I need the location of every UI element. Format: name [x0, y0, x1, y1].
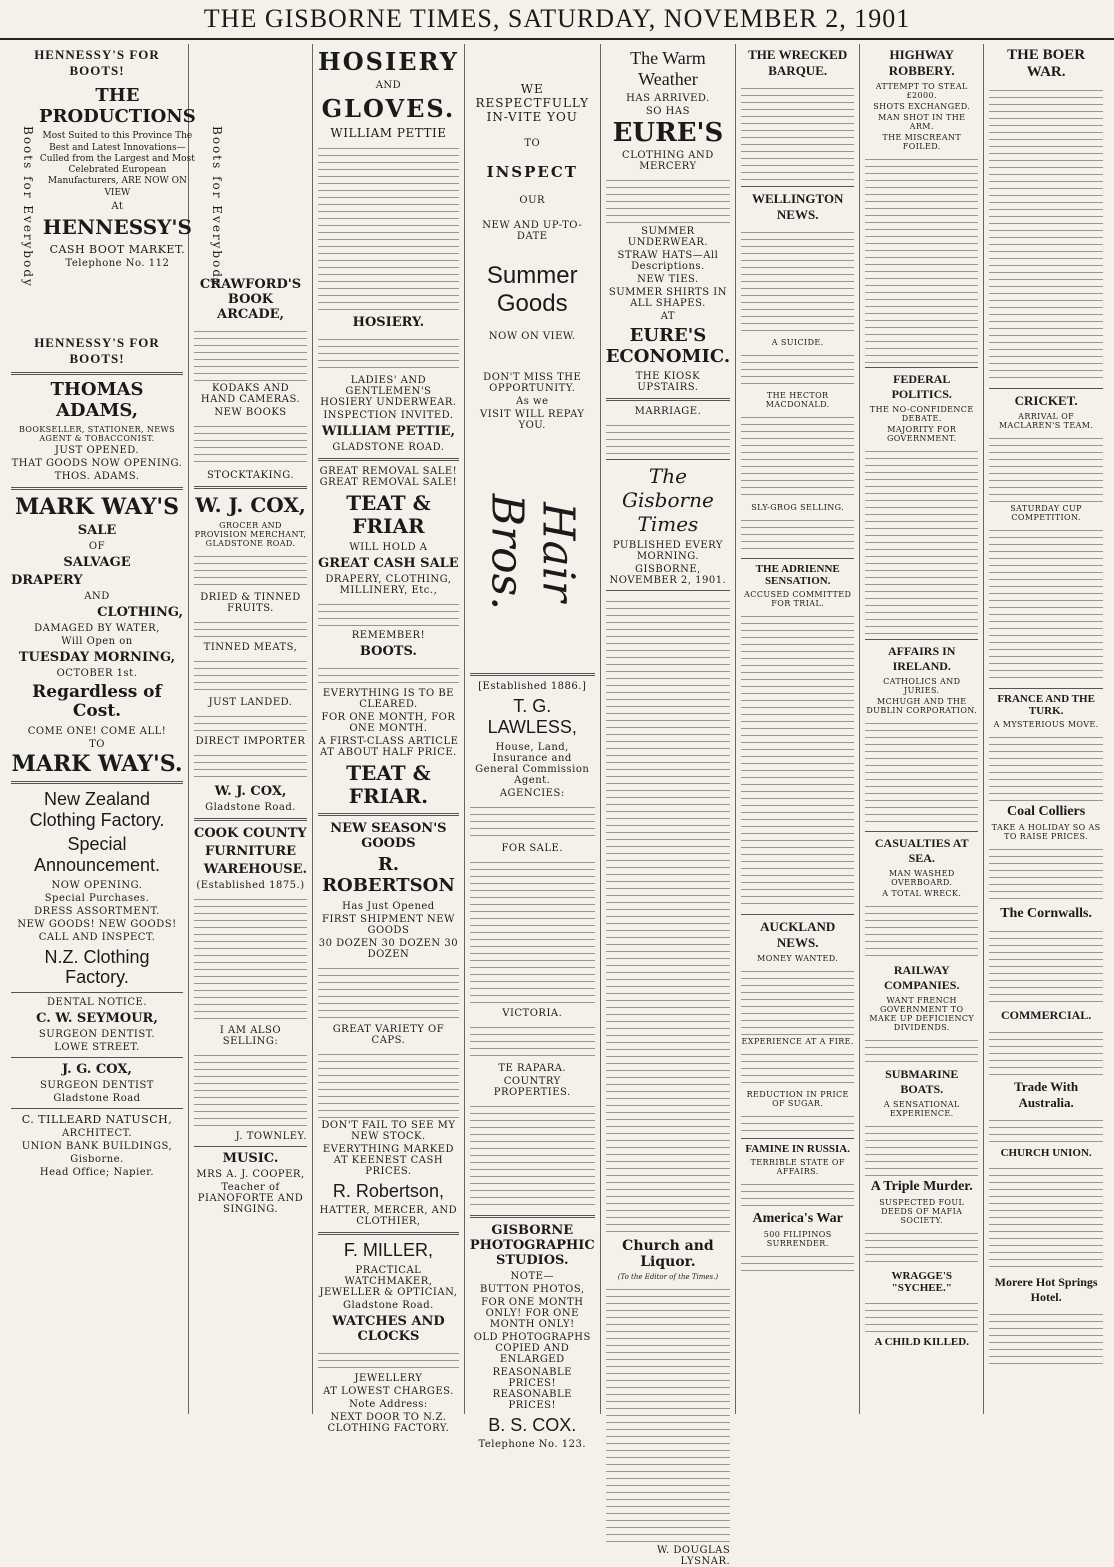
- divider: [865, 831, 978, 832]
- warm-weather: The Warm Weather: [630, 48, 706, 89]
- railway-text: [865, 1034, 978, 1064]
- teat-friar-2: TEAT & FRIAR.: [346, 761, 431, 809]
- submarine-text: [865, 1120, 978, 1176]
- marriage-text: [606, 419, 730, 455]
- kiosk: THE KIOSK UPSTAIRS.: [635, 371, 701, 394]
- federal-text: [865, 445, 978, 635]
- divider: [470, 1215, 595, 1218]
- morere-text: [989, 1308, 1103, 1368]
- eures-title: EURE'S: [612, 118, 724, 149]
- attempt-steal: ATTEMPT TO STEAL £2000.: [875, 82, 968, 100]
- famine-text: [741, 1178, 854, 1208]
- hennessy-at: At: [111, 200, 124, 212]
- adams-toys: THAT GOODS NOW OPENING.: [11, 458, 183, 470]
- markway-come: COME ONE! COME ALL!: [27, 725, 167, 737]
- suicide: A SUICIDE.: [771, 338, 824, 347]
- arrival-maclaren: ARRIVAL OF MACLAREN'S TEAM.: [998, 412, 1094, 430]
- everything-cleared: EVERYTHING IS TO BE CLEARED.: [322, 688, 454, 711]
- townley: J. TOWNLEY.: [235, 1131, 308, 1142]
- miller-name: F. MILLER,: [343, 1240, 433, 1261]
- turk-text: [989, 731, 1103, 801]
- so-has: SO HAS: [645, 106, 690, 118]
- victoria: VICTORIA.: [502, 1007, 563, 1019]
- cox-sign-addr: Gladstone Road.: [205, 802, 296, 813]
- tillard-head-office: Head Office; Napier.: [39, 1166, 155, 1178]
- tinned-meats: TINNED MEATS,: [203, 642, 298, 653]
- editorial-text: [606, 595, 730, 1235]
- established-1875: (Established 1875.): [196, 880, 305, 891]
- column-3: [313, 44, 465, 1434]
- no-confidence: THE NO-CONFIDENCE DEBATE.: [869, 405, 974, 423]
- victoria-text: [470, 1021, 595, 1061]
- divider: [606, 459, 730, 460]
- te-rapara: TE RAPARA.: [498, 1062, 567, 1074]
- divider: [741, 186, 854, 187]
- column-2: [189, 44, 313, 1414]
- adams-title: THOMAS ADAMS,: [50, 379, 144, 421]
- times-title: The Gisborne Times: [622, 464, 714, 537]
- cash-sale: GREAT CASH SALE: [318, 556, 459, 572]
- saturday-cup: SATURDAY CUP COMPETITION.: [1010, 504, 1082, 522]
- miller-addr: Gladstone Road.: [343, 1299, 434, 1311]
- boer-war: THE BOER WAR.: [1007, 47, 1086, 80]
- masthead: THE GISBORNE TIMES, SATURDAY, NOVEMBER 2, 1901: [0, 0, 1114, 40]
- dont-miss: DON'T MISS THE OPPORTUNITY.: [483, 372, 582, 395]
- agencies: AGENCIES:: [499, 787, 565, 799]
- cox-grocer-name: W. J. COX,: [195, 493, 306, 517]
- hosiery-title: HOSIERY: [318, 47, 459, 76]
- teat-text: [318, 598, 459, 628]
- selling-text: [194, 1049, 307, 1129]
- hosiery-text: [318, 333, 459, 373]
- divider: [865, 367, 978, 368]
- triple-murder: A Triple Murder.: [870, 1179, 973, 1194]
- miller-text: [318, 1347, 459, 1371]
- caps-text: [318, 1048, 459, 1118]
- note-address: Note Address:: [349, 1398, 428, 1410]
- railway-companies: RAILWAY COMPANIES.: [884, 963, 960, 992]
- divider: [741, 1138, 854, 1139]
- cricket: CRICKET.: [1014, 393, 1078, 408]
- markway-drapery: DRAPERY: [11, 572, 83, 588]
- lawless-title: T. G. LAWLESS,: [487, 696, 577, 737]
- tillard-name: C. TILLEARD NATUSCH,: [21, 1112, 173, 1126]
- americas-war: America's War: [752, 1211, 843, 1226]
- adams-sign: THOS. ADAMS.: [54, 471, 140, 483]
- just-landed: JUST LANDED.: [208, 697, 293, 708]
- divider: [606, 398, 730, 401]
- take-holiday: TAKE A HOLIDAY SO AS TO RAISE PRICES.: [991, 823, 1101, 841]
- divider: [741, 914, 854, 915]
- nz-clothing-2: N.Z. Clothing Factory.: [44, 946, 150, 988]
- watches-clocks: WATCHES AND CLOCKS: [332, 1313, 445, 1344]
- highway-robbery: HIGHWAY ROBBERY.: [888, 47, 955, 78]
- seymour-title: SURGEON DENTIST.: [38, 1028, 156, 1040]
- as-we: As we: [516, 396, 549, 408]
- letter-text: [606, 1283, 730, 1543]
- casualties-text: [865, 900, 978, 960]
- dental-notice: DENTAL NOTICE.: [47, 996, 147, 1008]
- divider: [989, 388, 1103, 389]
- importer-text: [194, 749, 307, 781]
- divider: [318, 813, 459, 816]
- to: TO: [524, 138, 541, 149]
- affairs-ireland: AFFAIRS IN IRELAND.: [888, 644, 956, 673]
- dried-fruits: DRIED & TINNED FRUITS.: [200, 592, 301, 614]
- experience-fire: EXPERIENCE AT A FIRE.: [741, 1037, 854, 1046]
- church-liquor: Church and Liquor.: [622, 1238, 714, 1271]
- sugar-price: REDUCTION IN PRICE OF SUGAR.: [746, 1090, 849, 1108]
- cup-text: [989, 524, 1103, 684]
- cox-text: [194, 550, 307, 590]
- teat-friar: TEAT & FRIAR: [346, 491, 431, 539]
- now-on-view: NOW ON VIEW.: [488, 331, 576, 343]
- bs-cox-phone: Telephone No. 123.: [478, 1439, 587, 1451]
- pettie-text: [318, 142, 459, 312]
- warehouse: WAREHOUSE.: [203, 862, 308, 877]
- remember: REMEMBER!: [351, 630, 426, 642]
- column-7: [860, 44, 984, 1414]
- suspected-mafia: SUSPECTED FOUL DEEDS OF MAFIA SOCIETY.: [879, 1198, 965, 1225]
- music: MUSIC.: [222, 1151, 279, 1166]
- filipinos-text: [741, 1250, 854, 1274]
- fire-text: [741, 1048, 854, 1088]
- mysterious-move: A MYSTERIOUS MOVE.: [993, 720, 1099, 729]
- cooper-sub: Teacher of PIANOFORTE AND SINGING.: [197, 1182, 304, 1215]
- seymour-name: C. W. SEYMOUR,: [36, 1010, 158, 1026]
- boots: BOOTS.: [359, 644, 417, 660]
- hennessy-side-left: Boots for Everybody: [21, 126, 35, 288]
- old-photos: OLD PHOTOGRAPHS COPIED AND ENLARGED: [473, 1331, 591, 1365]
- new-up-to-date: NEW AND UP-TO-DATE: [482, 220, 583, 242]
- agencies-text: [470, 801, 595, 841]
- divider: [11, 372, 183, 375]
- drapery-list: DRAPERY, CLOTHING, MILLINERY, Etc.,: [325, 574, 452, 597]
- man-washed: MAN WASHED OVERBOARD.: [888, 869, 955, 887]
- cricket-text: [989, 432, 1103, 502]
- column-6: [736, 44, 860, 1414]
- kodaks: KODAKS AND HAND CAMERAS.: [200, 383, 301, 405]
- country-text: [470, 1100, 595, 1210]
- cornwalls: The Cornwalls.: [1000, 906, 1093, 921]
- just-opened: Has Just Opened: [342, 900, 435, 912]
- hennessy-banner-bottom: HENNESSY'S FOR BOOTS!: [34, 335, 160, 366]
- auckland-text: [741, 965, 854, 1035]
- total-wreck: A TOTAL WRECK.: [882, 889, 962, 898]
- miller-sub: PRACTICAL WATCHMAKER, JEWELLER & OPTICIAN,: [319, 1264, 458, 1298]
- want-french: WANT FRENCH GOVERNMENT TO MAKE UP DEFICIENCY DIVIDENDS.: [869, 996, 975, 1032]
- inspect: INSPECT: [486, 163, 578, 181]
- pettie-name: WILLIAM PETTIE: [330, 126, 447, 141]
- markway-day: TUESDAY MORNING,: [18, 649, 176, 665]
- grog-text: [741, 514, 854, 554]
- cooper-name: MRS A. J. COOPER,: [196, 1169, 305, 1180]
- hennessy-body: [39, 82, 196, 332]
- ladies-hosiery: LADIES' AND GENTLEMEN'S HOSIERY UNDERWEAR.: [320, 375, 457, 409]
- filipinos: 500 FILIPINOS SURRENDER.: [763, 1230, 832, 1248]
- divider: [194, 1146, 307, 1147]
- we-respectfully: WE RESPECTFULLY IN-VITE YOU: [475, 82, 590, 124]
- country-properties: COUNTRY PROPERTIES.: [493, 1075, 571, 1098]
- eures-at: AT: [660, 310, 676, 322]
- morere-hotel: Morere Hot Springs Hotel.: [994, 1275, 1098, 1304]
- crawford-title: CRAWFORD'S BOOK ARCADE,: [199, 277, 302, 322]
- button-photos: BUTTON PHOTOS,: [479, 1283, 585, 1295]
- for-sale: FOR SALE.: [501, 842, 564, 854]
- union-bank: UNION BANK BUILDINGS,: [21, 1140, 173, 1152]
- divider: [11, 487, 183, 490]
- dont-fail: DON'T FAIL TO SEE MY NEW STOCK.: [321, 1119, 456, 1142]
- summer-shirts: SUMMER SHIRTS IN ALL SHAPES.: [608, 286, 727, 309]
- coal-text: [989, 843, 1103, 903]
- federal-politics: FEDERAL POLITICS.: [891, 372, 952, 401]
- accused-committed: ACCUSED COMMITTED FOR TRIAL.: [744, 590, 852, 608]
- divider: [606, 590, 730, 591]
- note: NOTE—: [510, 1270, 554, 1282]
- catholics-juries: CATHOLICS AND JURIES.: [883, 677, 961, 695]
- famine-russia: FAMINE IN RUSSIA.: [745, 1143, 850, 1155]
- furniture: FURNITURE: [204, 844, 297, 859]
- now-opening: NOW OPENING.: [51, 879, 143, 891]
- lowest-charges: AT LOWEST CHARGES.: [323, 1385, 454, 1397]
- shots-exchanged: SHOTS EXCHANGED.: [873, 102, 971, 111]
- reasonable-prices: REASONABLE PRICES! REASONABLE PRICES!: [492, 1366, 572, 1411]
- majority-government: MAJORITY FOR GOVERNMENT.: [886, 425, 957, 443]
- cox-dentist-title: SURGEON DENTIST: [40, 1079, 154, 1091]
- hennessy-banner-top: HENNESSY'S FOR BOOTS!: [34, 47, 160, 78]
- markway-will: Will Open on: [61, 635, 133, 647]
- marriage-heading: MARRIAGE.: [634, 406, 702, 418]
- summer-goods: Summer Goods: [486, 262, 578, 317]
- new-books: NEW BOOKS: [214, 407, 287, 418]
- sensational-experience: A SENSATIONAL EXPERIENCE.: [883, 1100, 960, 1118]
- hennessy-title: THE PRODUCTIONS: [39, 85, 196, 127]
- pettie-2-addr: GLADSTONE ROAD.: [332, 442, 445, 454]
- eures-text: [606, 174, 730, 224]
- wragge-sychee: WRAGGE'S "SYCHEE.": [891, 1270, 952, 1294]
- markway-of: OF: [88, 540, 106, 552]
- markway-sale: SALE: [77, 522, 117, 538]
- hennessy-text: Most Suited to this Province The Best and Latest Innovations—Culled from the Largest and Most Celebrated European Manufacturers, ARE NOW ON VIEW: [39, 131, 195, 198]
- great-variety: GREAT VARIETY OF CAPS.: [332, 1023, 445, 1046]
- special-announcement: Special Announcement.: [33, 834, 161, 875]
- wellington-news: WELLINGTON NEWS.: [751, 191, 844, 222]
- tillard-architect: ARCHITECT.: [61, 1127, 133, 1139]
- fruit-text: [194, 616, 307, 640]
- hennessy-side-right: Boots for Everybody: [209, 126, 224, 288]
- trade-australia: Trade With Australia.: [1014, 1079, 1079, 1110]
- cox-dentist-name: J. G. COX,: [62, 1061, 132, 1077]
- boer-text: [989, 84, 1103, 384]
- terrible-state: TERRIBLE STATE OF AFFAIRS.: [750, 1158, 845, 1176]
- divider: [318, 458, 459, 461]
- boots-text: [318, 662, 459, 686]
- lowe-street: LOWE STREET.: [54, 1041, 140, 1053]
- church-union: CHURCH UNION.: [1000, 1147, 1092, 1159]
- column-8: [984, 44, 1108, 1414]
- landed-text: [194, 710, 307, 734]
- stocktaking: STOCKTAKING.: [206, 470, 295, 481]
- man-shot: MAN SHOT IN THE ARM.: [878, 113, 966, 131]
- submarine-boats: SUBMARINE BOATS.: [885, 1067, 959, 1096]
- hector-macdonald: THE HECTOR MACDONALD.: [765, 391, 830, 409]
- tillard-gisborne: Gisborne.: [70, 1153, 124, 1165]
- column-4: [465, 44, 601, 1451]
- markway-regardless: Regardless of Cost.: [32, 681, 162, 722]
- meats-text: [194, 655, 307, 695]
- also-selling: I AM ALSO SELLING:: [219, 1025, 282, 1047]
- markway-title: MARK WAY'S: [14, 494, 180, 521]
- thirty-dozen: 30 DOZEN 30 DOZEN 30 DOZEN: [318, 937, 459, 960]
- new-goods: NEW GOODS! NEW GOODS!: [17, 918, 177, 930]
- call-inspect: CALL AND INSPECT.: [38, 931, 156, 943]
- adrienne-text: [741, 610, 854, 910]
- gloves-title: GLOVES.: [321, 93, 456, 123]
- first-class: A FIRST-CLASS ARTICLE AT ABOUT HALF PRICE.: [318, 736, 459, 759]
- murder-text: [865, 1227, 978, 1267]
- column-1: [6, 44, 224, 1414]
- mchugh-dublin: MCHUGH AND THE DUBLIN CORPORATION.: [866, 697, 978, 715]
- for-one-month: FOR ONE MONTH ONLY! FOR ONE MONTH ONLY!: [481, 1296, 584, 1330]
- barque-text: [741, 82, 854, 182]
- coal-colliers: Coal Colliers: [1007, 804, 1086, 819]
- has-arrived: HAS ARRIVED.: [626, 93, 710, 105]
- page-columns: [6, 44, 1108, 1567]
- adams-just-opened: JUST OPENED.: [54, 445, 140, 457]
- letter-signature: W. DOUGLAS LYSNAR.: [656, 1545, 731, 1567]
- dress-assortment: DRESS ASSORTMENT.: [34, 905, 160, 917]
- sale-text: [470, 856, 595, 1006]
- divider: [194, 818, 307, 821]
- column-5: [601, 44, 736, 1567]
- markway-salvage: SALVAGE: [63, 554, 131, 570]
- cook-county: COOK COUNTY: [194, 826, 307, 841]
- hosiery-2: HOSIERY.: [352, 315, 425, 331]
- nz-clothing: New Zealand Clothing Factory.: [29, 788, 165, 830]
- everything-marked: EVERYTHING MARKED AT KEENEST CASH PRICES.: [322, 1143, 455, 1177]
- wrecked-barque: THE WRECKED BARQUE.: [748, 47, 848, 78]
- ireland-text: [865, 717, 978, 827]
- sly-grog: SLY-GROG SELLING.: [751, 503, 845, 512]
- wellington-text: [741, 226, 854, 336]
- markway-name2: MARK WAY'S.: [11, 750, 183, 777]
- adams-sub: BOOKSELLER, STATIONER, NEWS AGENT & TOBACCONIST.: [18, 425, 176, 444]
- robertson-2: R. Robertson,: [332, 1180, 444, 1201]
- divider: [11, 1108, 183, 1109]
- will-hold: WILL HOLD A: [349, 542, 428, 554]
- hennessy-ad: [11, 82, 224, 332]
- sugar-text: [741, 1110, 854, 1134]
- markway-damaged: DAMAGED BY WATER,: [34, 622, 160, 634]
- adrienne-sensation: THE ADRIENNE SENSATION.: [755, 563, 840, 587]
- child-killed: A CHILD KILLED.: [874, 1336, 969, 1348]
- direct-importer: DIRECT IMPORTER: [195, 736, 306, 747]
- wragge-text: [865, 1297, 978, 1333]
- hair-bros-logo: Hair Bros.: [481, 493, 584, 611]
- commercial: COMMERCIAL.: [1000, 1008, 1092, 1022]
- published: PUBLISHED EVERY MORNING.: [612, 540, 723, 563]
- divider: [194, 486, 307, 489]
- eures-sub: CLOTHING AND MERCERY: [622, 149, 714, 172]
- straw-hats: STRAW HATS—All Descriptions.: [617, 249, 719, 272]
- divider: [741, 558, 854, 559]
- special-purchases: Special Purchases.: [44, 892, 150, 904]
- one-month: FOR ONE MONTH, FOR ONE MONTH.: [321, 712, 456, 735]
- crawford-text: [194, 325, 307, 381]
- divider: [865, 639, 978, 640]
- bs-cox: B. S. COX.: [488, 1414, 577, 1435]
- great-removal-sale: GREAT REMOVAL SALE! GREAT REMOVAL SALE!: [319, 466, 458, 489]
- miscreant-foiled: THE MISCREANT FOILED.: [882, 133, 962, 151]
- union-text: [989, 1162, 1103, 1272]
- cornwalls-text: [989, 925, 1103, 1005]
- cox-dentist-addr: Gladstone Road: [53, 1092, 141, 1104]
- our: OUR: [519, 195, 546, 206]
- markway-to: TO: [89, 738, 105, 750]
- gisborne-photo: GISBORNE PHOTOGRAPHIC STUDIOS.: [469, 1222, 595, 1268]
- hennessy-market: CASH BOOT MARKET.: [49, 242, 186, 256]
- auckland-news: AUCKLAND NEWS.: [760, 919, 836, 950]
- eures-economic: EURE'S ECONOMIC.: [605, 324, 731, 367]
- pettie-2: WILLIAM PETTIE,: [321, 424, 455, 440]
- robbery-text: [865, 153, 978, 363]
- casualties-sea: CASUALTIES AT SEA.: [874, 836, 969, 865]
- divider: [11, 781, 183, 784]
- hatter: HATTER, MERCER, AND CLOTHIER,: [319, 1205, 458, 1228]
- france-turk: FRANCE AND THE TURK.: [997, 693, 1095, 717]
- divider: [11, 992, 183, 993]
- cox-grocer-sub: GROCER AND PROVISION MERCHANT, GLADSTONE ROAD.: [194, 521, 307, 548]
- established-1886: [Established 1886.]: [478, 681, 587, 693]
- times-date: GISBORNE, NOVEMBER 2, 1901.: [609, 564, 727, 587]
- hosiery-and: AND: [375, 79, 402, 91]
- markway-date: OCTOBER 1st.: [56, 667, 138, 679]
- hennessy-phone: Telephone No. 112: [65, 257, 170, 269]
- hennessy-name: HENNESSY'S: [42, 214, 192, 239]
- suicide-text: [741, 349, 854, 389]
- markway-and: AND: [84, 590, 110, 602]
- money-wanted: MONEY WANTED.: [757, 954, 839, 963]
- new-season: NEW SEASON'S GOODS: [330, 821, 447, 852]
- trade-text: [989, 1114, 1103, 1144]
- first-shipment: FIRST SHIPMENT NEW GOODS: [322, 913, 455, 936]
- commercial-text: [989, 1026, 1103, 1076]
- visit-repay: VISIT WILL REPAY YOU.: [479, 409, 585, 432]
- next-door: NEXT DOOR TO N.Z. CLOTHING FACTORY.: [327, 1411, 450, 1434]
- robertson-text: [318, 962, 459, 1022]
- books-text: [194, 420, 307, 468]
- divider: [989, 688, 1103, 689]
- divider: [11, 1057, 183, 1058]
- summer-underwear: SUMMER UNDERWEAR.: [627, 225, 709, 248]
- markway-clothing: CLOTHING,: [97, 604, 183, 620]
- divider: [470, 673, 595, 676]
- macdonald-text: [741, 411, 854, 501]
- cox-sign: W. J. COX,: [214, 784, 287, 799]
- divider: [318, 1232, 459, 1235]
- furniture-text: [194, 893, 307, 1023]
- robertson-title: R. ROBERTSON: [322, 854, 455, 896]
- lawless-sub: House, Land, Insurance and General Commission Agent.: [475, 741, 590, 786]
- inspection-invited: INSPECTION INVITED.: [323, 410, 454, 422]
- jewellery: JEWELLERY: [354, 1372, 423, 1384]
- new-ties: NEW TIES.: [637, 273, 699, 285]
- to-editor: (To the Editor of the Times.): [617, 1273, 719, 1282]
